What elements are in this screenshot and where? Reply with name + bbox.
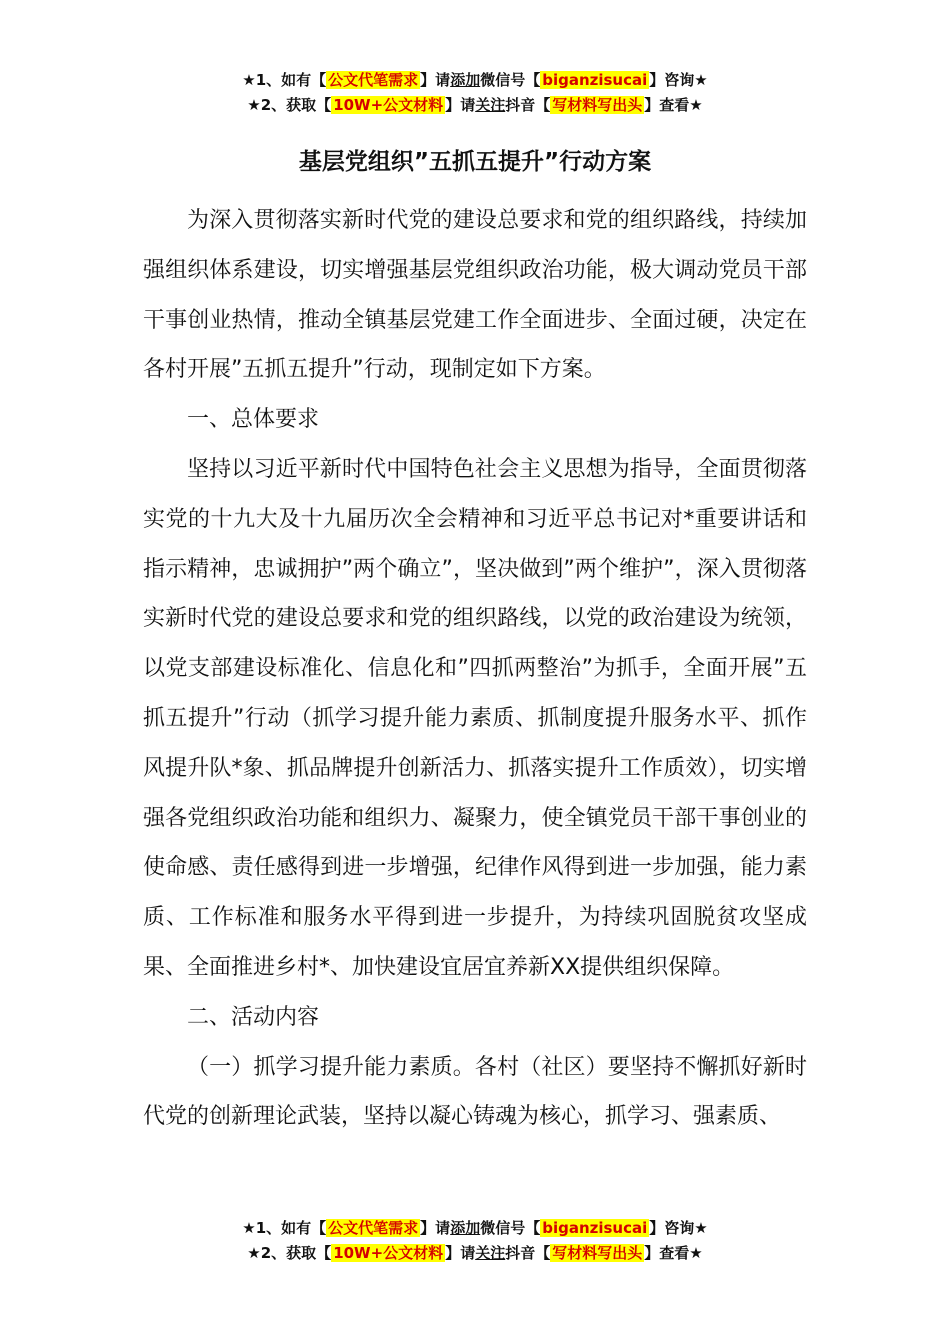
promo-text: 微信号【 xyxy=(480,71,541,89)
promo-line-2 xyxy=(0,1241,950,1266)
section-heading-general-requirements: 一、总体要求 xyxy=(187,407,320,433)
promo-text: 微信号【 xyxy=(480,1219,541,1237)
promo-highlight: biganzisucai xyxy=(542,1219,648,1237)
promo-line-2 xyxy=(0,93,950,118)
promo-text: 抖音【 xyxy=(505,1244,551,1262)
promo-highlight: 10W+公文材料 xyxy=(333,1244,444,1262)
promo-banner-top xyxy=(0,68,950,118)
promo-underlined-text: 关注 xyxy=(475,1244,506,1262)
promo-banner-bottom xyxy=(0,1216,950,1266)
promo-text: 】咨询★ xyxy=(649,71,708,89)
document-body xyxy=(143,196,807,1142)
promo-text: ★2、获取【 xyxy=(247,96,332,114)
promo-text: 】请 xyxy=(445,96,476,114)
promo-text: 】查看★ xyxy=(644,1244,703,1262)
promo-text: 】请 xyxy=(445,1244,476,1262)
promo-text: 】查看★ xyxy=(644,96,703,114)
section-heading-activity-content: 二、活动内容 xyxy=(187,1004,320,1030)
promo-text: 】请 xyxy=(420,1219,451,1237)
promo-line-1 xyxy=(0,1216,950,1241)
promo-text: 】咨询★ xyxy=(649,1219,708,1237)
promo-text: ★1、如有【 xyxy=(242,1219,327,1237)
promo-highlight: 公文代笔需求 xyxy=(328,1219,419,1237)
promo-text: 】请 xyxy=(420,71,451,89)
promo-highlight: 公文代笔需求 xyxy=(328,71,419,89)
promo-highlight: 写材料写出头 xyxy=(552,1244,643,1262)
document-title: 基层党组织”五抓五提升”行动方案 xyxy=(298,149,652,175)
promo-underlined-text: 关注 xyxy=(475,96,506,114)
promo-underlined-text: 添加 xyxy=(450,1219,481,1237)
promo-underlined-text: 添加 xyxy=(450,71,481,89)
paragraph-general-requirements: 坚持以习近平新时代中国特色社会主义思想为指导，全面贯彻落实党的十九大及十九届历次全会精神和习近平总书记对*重要讲话和指示精神，忠诚拥护”两个确立”，坚决做到”两个维护”，深入贯彻落实新时代党的建设总要求和党的组织路线，以党的政治建设为统领，以党支部建设标准化、信息化和”四抓两整治”为抓手，全面开展”五抓五提升”行动（抓学习提升能力素质、抓制度提升服务水平、抓作风提升队*象、抓品牌提升创新活力、抓落实提升工作质效），切实增强各党组织政治功能和组织力、凝聚力，使全镇党员干部干事创业的使命感、责任感得到进一步增强，纪律作风得到进一步加强，能力素质、工作标准和服务水平得到进一步提升，为持续巩固脱贫攻坚成果、全面推进乡村*、加快建设宜居宜养新XX提供组织保障。 xyxy=(143,456,807,980)
promo-highlight: 10W+公文材料 xyxy=(333,96,444,114)
promo-highlight: 写材料写出头 xyxy=(552,96,643,114)
promo-text: ★2、获取【 xyxy=(247,1244,332,1262)
promo-text: 抖音【 xyxy=(505,96,551,114)
promo-line-1 xyxy=(0,68,950,93)
promo-text: ★1、如有【 xyxy=(242,71,327,89)
promo-highlight: biganzisucai xyxy=(542,71,648,89)
paragraph-activity-item-1: （一）抓学习提升能力素质。各村（社区）要坚持不懈抓好新时代党的创新理论武装，坚持以凝心铸魂为核心，抓学习、强素质、 xyxy=(143,1054,807,1130)
paragraph-intro: 为深入贯彻落实新时代党的建设总要求和党的组织路线，持续加强组织体系建设，切实增强基层党组织政治功能，极大调动党员干部干事创业热情，推动全镇基层党建工作全面进步、全面过硬，决定在各村开展”五抓五提升”行动，现制定如下方案。 xyxy=(143,208,807,383)
